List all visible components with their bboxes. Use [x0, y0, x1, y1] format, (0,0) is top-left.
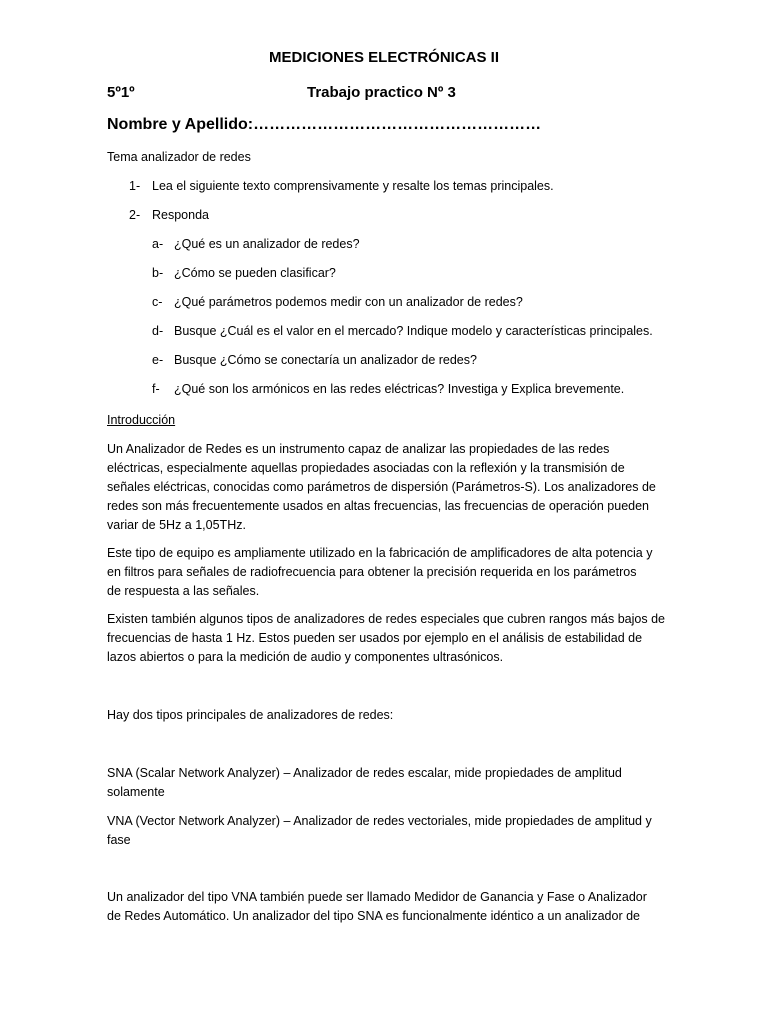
paragraph-line: de respuesta a las señales. [107, 584, 260, 598]
paragraph [107, 812, 667, 850]
question-letter: c- [152, 295, 163, 309]
document-title: MEDICIONES ELECTRÓNICAS II [268, 49, 500, 66]
question-text: ¿Cómo se pueden clasificar? [174, 266, 336, 280]
paragraph [107, 706, 667, 725]
question-text: ¿Qué es un analizador de redes? [174, 237, 360, 251]
paragraph-line: variar de 5Hz a 1,05THz. [107, 518, 246, 532]
paragraph-line: frecuencias de hasta 1 Hz. Estos pueden ser usados por ejemplo en el análisis de estabilidad de [107, 631, 643, 645]
question-text: ¿Qué parámetros podemos medir con un analizador de redes? [174, 295, 523, 309]
name-field-line: Nombre y Apellido:……………………………………………… [107, 116, 542, 133]
paragraph-line: Este tipo de equipo es ampliamente utilizado en la fabricación de amplificadores de alta potencia y [107, 546, 653, 560]
paragraph [107, 888, 667, 926]
paragraph [107, 764, 667, 802]
assignment-label: Trabajo practico Nº 3 [307, 84, 456, 101]
paragraph-line: redes son más frecuentemente usados en altas frecuencias, las frecuencias de operación pueden [107, 499, 649, 513]
question-letter: f- [152, 382, 160, 396]
question-letter: d- [152, 324, 164, 338]
paragraph [107, 440, 667, 535]
paragraph-line: fase [107, 833, 131, 847]
intro-heading: Introducción [107, 413, 176, 427]
question-text: Busque ¿Cómo se conectaría un analizador de redes? [174, 353, 477, 367]
question-text: ¿Qué son los armónicos en las redes eléctricas? Investiga y Explica brevemente. [174, 382, 625, 396]
paragraph-line: solamente [107, 785, 165, 799]
paragraph [107, 610, 667, 667]
paragraph-line: eléctricas, especialmente aquellas propiedades asociadas con la reflexión y la transmisión de [107, 461, 625, 475]
task-text: Lea el siguiente texto comprensivamente y resalte los temas principales. [152, 179, 554, 193]
task-number: 2- [129, 208, 141, 222]
paragraph-line: en filtros para señales de radiofrecuencia para obtener la precisión requerida en los parámetros [107, 565, 637, 579]
question-letter: e- [152, 353, 164, 367]
topic-line: Tema analizador de redes [107, 150, 251, 164]
question-letter: a- [152, 237, 164, 251]
paragraph-line: VNA (Vector Network Analyzer) – Analizador de redes vectoriales, mide propiedades de amplitud y [107, 814, 652, 828]
paragraph-line: Existen también algunos tipos de analizadores de redes especiales que cubren rangos más bajos de [107, 612, 665, 626]
course-label: 5º1º [107, 84, 135, 101]
paragraph-line: señales eléctricas, conocidas como parámetros de dispersión (Parámetros-S). Los analizadores de [107, 480, 656, 494]
task-number: 1- [129, 179, 141, 193]
task-text: Responda [152, 208, 209, 222]
question-letter: b- [152, 266, 164, 280]
paragraph-line: de Redes Automático. Un analizador del tipo SNA es funcionalmente idéntico a un analizador de [107, 909, 640, 923]
question-text: Busque ¿Cuál es el valor en el mercado? Indique modelo y características principales. [174, 324, 653, 338]
paragraph-line: lazos abiertos o para la medición de audio y componentes ultrasónicos. [107, 650, 504, 664]
paragraph-line: SNA (Scalar Network Analyzer) – Analizador de redes escalar, mide propiedades de amplitud [107, 766, 622, 780]
paragraph-line: Un analizador del tipo VNA también puede ser llamado Medidor de Ganancia y Fase o Analizador [107, 890, 647, 904]
paragraph-line: Un Analizador de Redes es un instrumento capaz de analizar las propiedades de las redes [107, 442, 610, 456]
paragraph [107, 544, 667, 601]
paragraph-line: Hay dos tipos principales de analizadores de redes: [107, 708, 394, 722]
